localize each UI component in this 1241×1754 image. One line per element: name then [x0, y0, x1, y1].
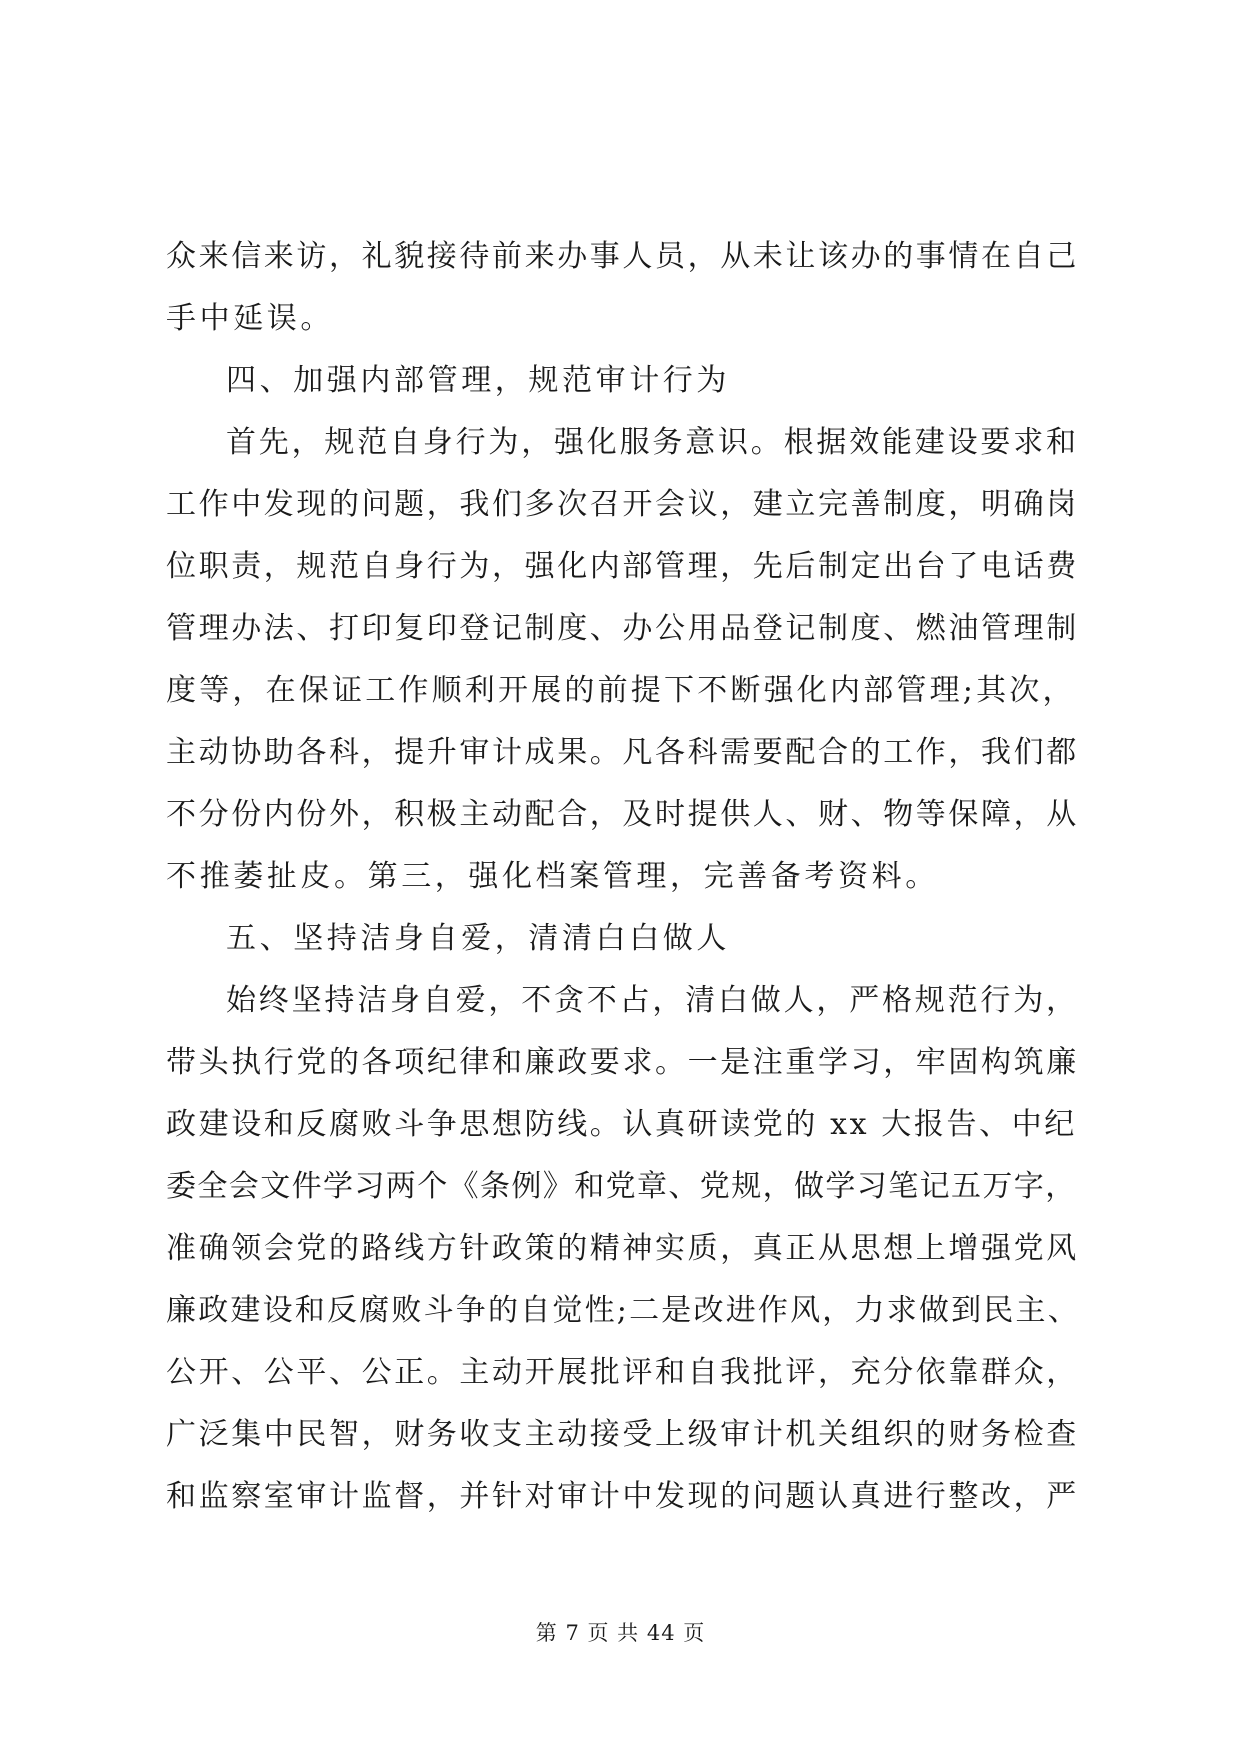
- text-line: 不分份内份外，积极主动配合，及时提供人、财、物等保障，从: [166, 797, 1079, 832]
- text-line: 始终坚持洁身自爱，不贪不占，清白做人，严格规范行为，: [226, 983, 1079, 1018]
- text-line: 准确领会党的路线方针政策的精神实质，真正从思想上增强党风: [166, 1231, 1079, 1266]
- text-line: 带头执行党的各项纪律和廉政要求。一是注重学习，牢固构筑廉: [166, 1045, 1079, 1080]
- text-line: 首先，规范自身行为，强化服务意识。根据效能建设要求和: [226, 425, 1079, 460]
- text-line: 管理办法、打印复印登记制度、办公用品登记制度、燃油管理制: [166, 611, 1079, 646]
- text-line: 不推萎扯皮。第三，强化档案管理，完善备考资料。: [166, 859, 939, 894]
- text-line: 主动协助各科，提升审计成果。凡各科需要配合的工作，我们都: [166, 735, 1079, 770]
- section-heading: 四、加强内部管理，规范审计行为: [226, 363, 730, 398]
- text-line: 工作中发现的问题，我们多次召开会议，建立完善制度，明确岗: [166, 487, 1079, 522]
- text-line: 委全会文件学习两个《条例》和党章、党规，做学习笔记五万字，: [166, 1169, 1077, 1204]
- text-line: 手中延误。: [166, 301, 334, 336]
- text-line: 度等，在保证工作顺利开展的前提下不断强化内部管理;其次，: [166, 673, 1076, 708]
- text-line: 和监察室审计监督，并针对审计中发现的问题认真进行整改，严: [166, 1479, 1079, 1514]
- text-line: 广泛集中民智，财务收支主动接受上级审计机关组织的财务检查: [166, 1417, 1079, 1452]
- text-line: 政建设和反腐败斗争思想防线。认真研读党的 xx 大报告、中纪: [166, 1107, 1077, 1142]
- page-number-footer: 第 7 页 共 44 页: [535, 1621, 706, 1645]
- text-line: 位职责，规范自身行为，强化内部管理，先后制定出台了电话费: [166, 549, 1079, 584]
- text-line: 廉政建设和反腐败斗争的自觉性;二是改进作风，力求做到民主、: [166, 1293, 1080, 1328]
- text-line: 众来信来访，礼貌接待前来办事人员，从未让该办的事情在自己: [166, 239, 1079, 274]
- section-heading: 五、坚持洁身自爱，清清白白做人: [226, 921, 730, 956]
- text-line: 公开、公平、公正。主动开展批评和自我批评，充分依靠群众，: [166, 1355, 1079, 1390]
